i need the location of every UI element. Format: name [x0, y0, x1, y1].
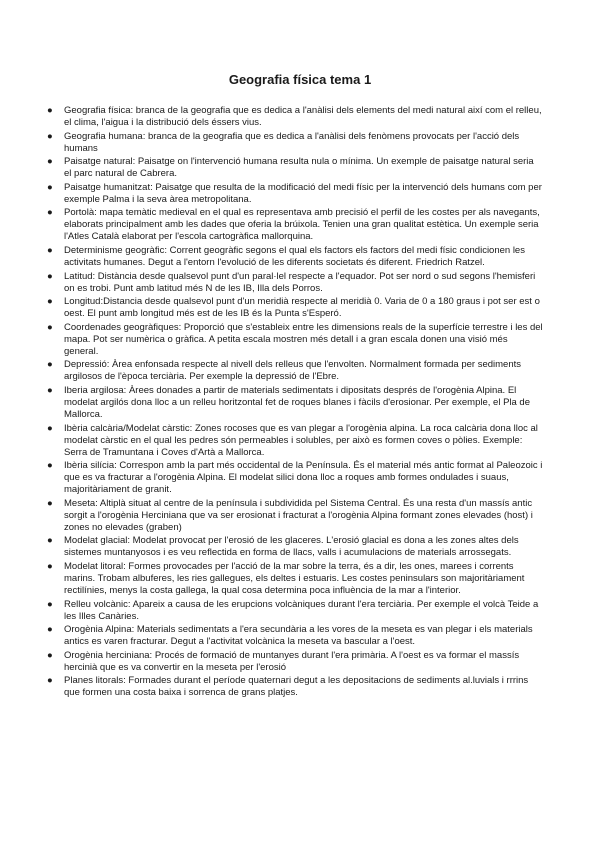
- bullet-icon: ●: [47, 359, 53, 371]
- bullet-icon: ●: [47, 321, 53, 333]
- list-item: [0, 207, 600, 243]
- bullet-icon: ●: [47, 624, 53, 636]
- list-item-text: Geografia humana: branca de la geografia que es dedica a l'anàlisi dels fenòmens provocats per l'acció dels humans: [64, 130, 520, 154]
- list-item-text: Latitud: Distància desde qualsevol punt d'un paral·lel respecte a l'equador. Pot ser nord o sud segons l'hemisferi on es trobi. Punt amb latitud més N de les IB, Illa dels Porros.: [64, 270, 536, 294]
- bullet-icon: ●: [47, 296, 53, 308]
- bullet-icon: ●: [47, 270, 53, 282]
- list-item: [0, 385, 600, 421]
- list-item-text: Meseta: Altiplà situat al centre de la península i subdividida pel Sistema Central. És una resta d'un massís antic sorgit a l'orogènia Herciniana que va ser erosionat i fracturat a l'orogènia Alpina formant zones elevades (host) i zones no elevades (graben): [64, 497, 533, 533]
- list-item: [0, 535, 600, 559]
- list-item-text: Modelat glacial: Modelat provocat per l'erosió de les glaceres. L'erosió glacial es dona a les zones altes dels sistemes muntanyosos i es veu reflectida en forma de llacs, valls i acumulacions de materials arrossegats.: [64, 535, 519, 559]
- list-item: [0, 561, 600, 597]
- list-item-text: Paisatge humanitzat: Paisatge que resulta de la modificació del medi físic per la intervenció dels humans com per exemple Palma i la seva àrea metropolitana.: [64, 181, 542, 205]
- list-item: [0, 359, 600, 383]
- bullet-icon: ●: [47, 207, 53, 219]
- list-item: [0, 156, 600, 180]
- list-item-text: Coordenades geogràfiques: Proporció que s'estableix entre les dimensions reals de la superfície terrestre i les del mapa. Pot ser numèrica o gràfica. A petita escala mostren més detall i a gran escala donen una visió més general.: [64, 321, 543, 357]
- bullet-icon: ●: [47, 422, 53, 434]
- list-item: [0, 624, 600, 648]
- list-item-text: Paisatge natural: Paisatge on l'intervenció humana resulta nula o mínima. Un exemple de paisatge natural seria el parc natural de Cabrera.: [64, 156, 534, 180]
- list-item: [0, 650, 600, 674]
- bullet-icon: ●: [47, 560, 53, 572]
- bullet-icon: ●: [47, 535, 53, 547]
- list-item: [0, 105, 600, 129]
- list-item-text: Planes litorals: Formades durant el període quaternari degut a les depositacions de sediments al.luvials i rrrins que formen una costa baixa i sorrenca de grans platjes.: [64, 675, 529, 699]
- list-item-text: Modelat litoral: Formes provocades per l'acció de la mar sobre la terra, és a dir, les ones, marees i corrents marins. Trobam albuferes, les ries gallegues, els deltes i estuaris. Les costes peninsulars son majoritàriament rectilínies, menys la costa gallega, la qual cosa determina poca influència de la mar a l'interior.: [64, 560, 525, 596]
- page-title: Geografia física tema 1: [228, 72, 372, 87]
- bullet-icon: ●: [47, 460, 53, 472]
- list-item-text: Ibèria calcària/Modelat càrstic: Zones rocoses que es van plegar a l'orogènia alpina. La roca calcària dona lloc al modelat càrstic en el qual les pedres són permeables i solubles, per això es formen coves o pòlies. Exemple: Serra de Tramuntana i Coves d'Artà a Mallorca.: [64, 422, 538, 458]
- list-item-text: Geografia física: branca de la geografia que es dedica a l'anàlisi dels elements del medi natural així com el relleu, el clima, l'aigua i la distribució dels éssers vius.: [64, 105, 542, 128]
- list-item: [0, 599, 600, 623]
- list-item-text: Portolà: mapa temàtic medieval en el qual es representava amb precisió el perfil de les costes per als navegants, elaborats principalment amb les dades que oferia la brúixola. Tenien una gran qualitat estètica. Un exemple seria l'Atles Català elaborat per l'escola cartogràfica mallorquina.: [64, 207, 540, 243]
- bullet-icon: ●: [47, 105, 53, 116]
- list-item: [0, 182, 600, 206]
- list-item-text: Depressió: Àrea enfonsada respecte al nivell dels relleus que l'envolten. Normalment formada per sediments argilosos de l'època terciària. Per exemple la depressió de l'Ebre.: [64, 359, 521, 383]
- list-item-text: Ibèria silícia: Correspon amb la part més occidental de la Península. És el material més antic format al Paleozoic i que es va fracturar a l'orogènia Alpina. El modelat silici dona lloc a roques amb formes ondulades i suaus, majoritàriament de granit.: [64, 460, 543, 496]
- list-item: [0, 271, 600, 295]
- list-item: [0, 460, 600, 496]
- bullet-icon: ●: [47, 181, 53, 193]
- list-item-text: Iberia argilosa: Àrees donades a partir de materials sedimentats i dipositats després de l'orogènia Alpina. El modelat argilós dona lloc a un relleu horitzontal fet de roques blanes i fàcils d'erosionar. Per exemple, el Pla de Mallorca.: [64, 384, 531, 420]
- list-item-text: Relleu volcànic: Apareix a causa de les erupcions volcàniques durant l'era terciària. Per exemple el volcà Teide a les Illes Canàries.: [64, 598, 539, 622]
- list-item: [0, 322, 600, 358]
- bullet-icon: ●: [47, 598, 53, 610]
- bullet-icon: ●: [47, 130, 53, 142]
- list-item: [0, 498, 600, 534]
- bullet-icon: ●: [47, 384, 53, 396]
- list-item: [0, 423, 600, 459]
- bullet-icon: ●: [47, 649, 53, 661]
- list-item: [0, 245, 600, 269]
- bullet-icon: ●: [47, 244, 53, 256]
- list-item-text: Orogènia Alpina: Materials sedimentats a l'era secundària a les vores de la meseta es van plegar i els materials antics es varen fracturar. Degut a l'activitat volcànica la meseta va bascular a l'oest.: [64, 624, 533, 648]
- bullet-icon: ●: [47, 497, 53, 509]
- list-item: [0, 296, 600, 320]
- bullet-icon: ●: [47, 675, 53, 687]
- list-item: [0, 675, 600, 699]
- list-item-text: Longitud:Distancia desde qualsevol punt d'un meridià respecte al meridià 0. Varia de 0 a 180 graus i pot ser est o oest. El punt amb longitud més est de les IB és la Punta s'Esperó.: [64, 296, 540, 320]
- list-item-text: Determinisme geogràfic: Corrent geogràfic segons el qual els factors els factors del medi físic condicionen les activitats humanes. Degut a l'entorn l'evolució de les diferents societats és diferent. Friedrich Ratzel.: [64, 244, 525, 268]
- bullet-icon: ●: [47, 156, 53, 168]
- list-item-text: Orogènia herciniana: Procés de formació de muntanyes durant l'era primària. A l'oest es va formar el massís hercinià que es va convertir en la meseta per l'erosió: [64, 649, 520, 673]
- list-item: [0, 131, 600, 155]
- definition-list: [0, 105, 600, 701]
